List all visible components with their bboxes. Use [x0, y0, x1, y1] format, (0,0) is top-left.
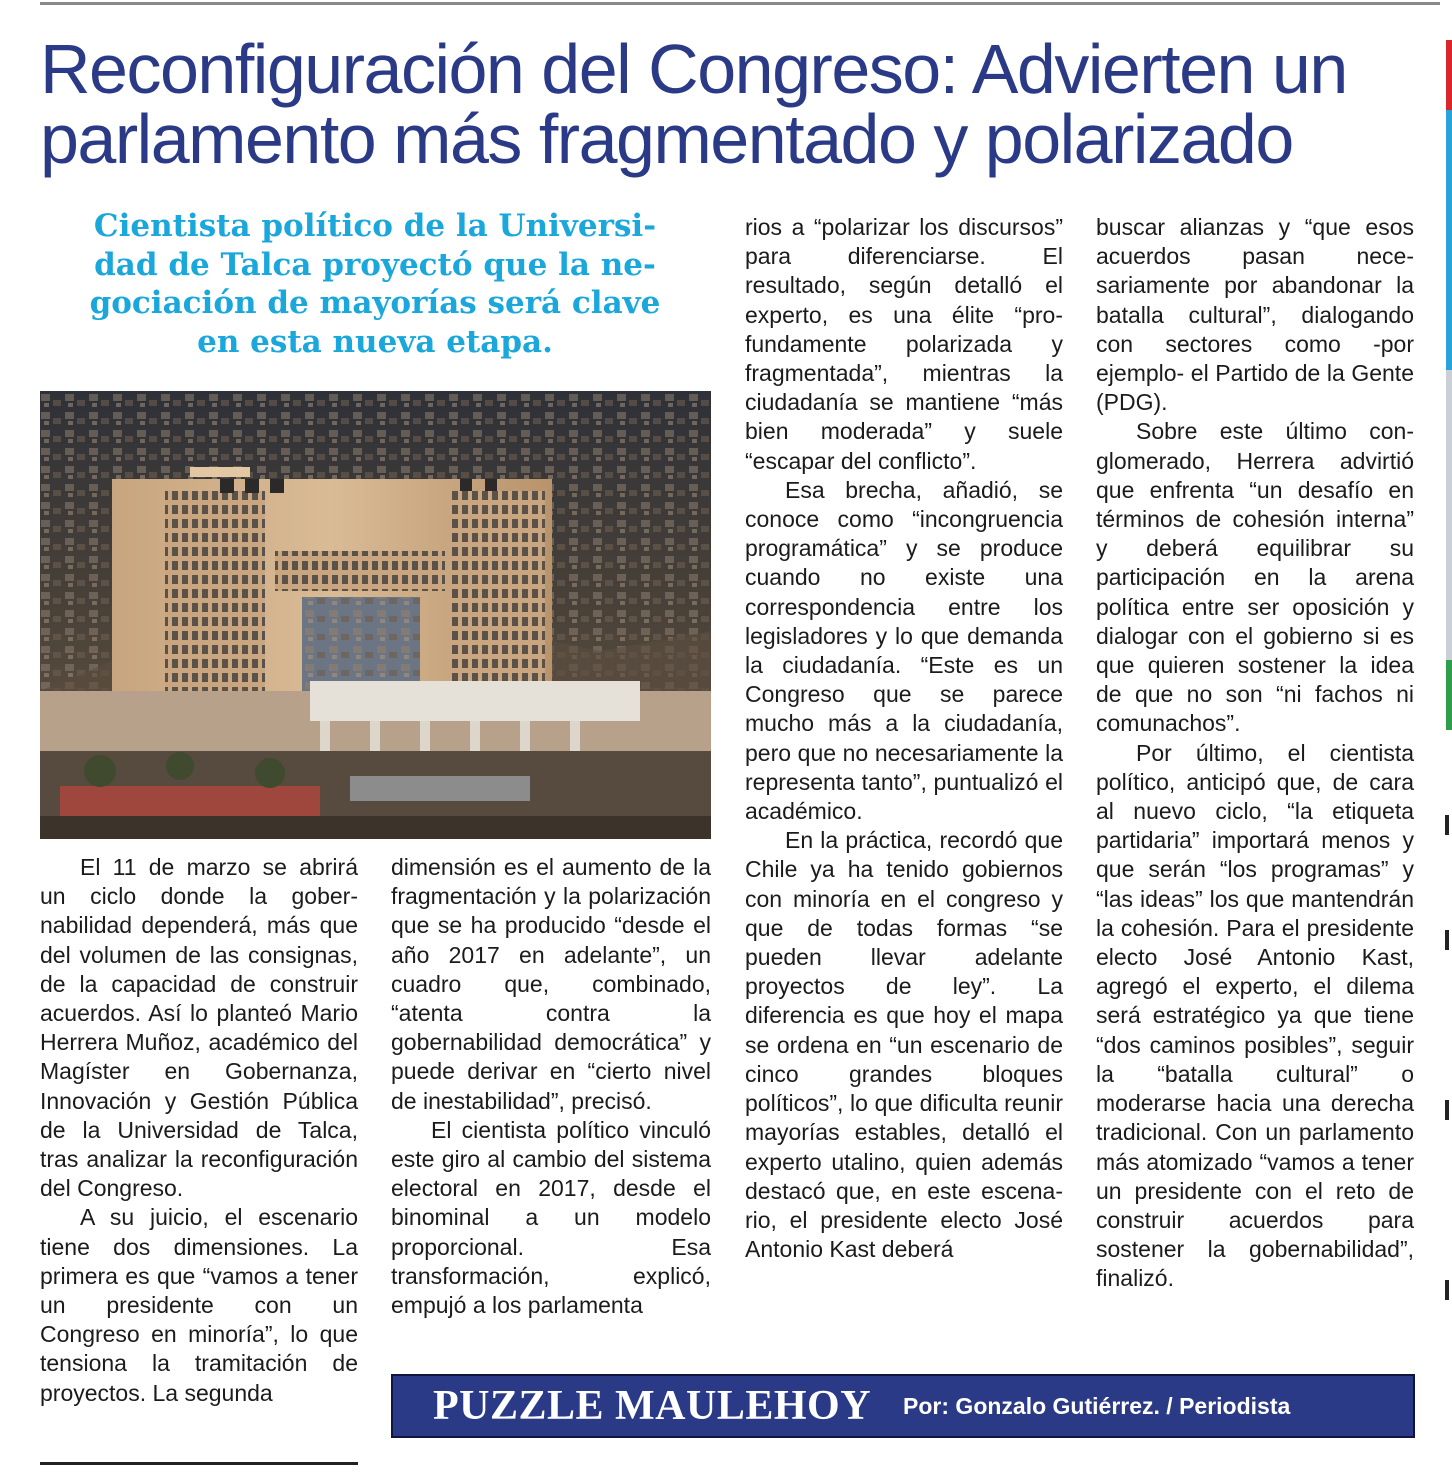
deck-line-2: dad de Talca proyectó que la ne- [94, 246, 656, 283]
article-column-4 [1096, 213, 1414, 1294]
side-strip-green [1446, 660, 1452, 730]
deck-line-4: en esta nueva etapa. [197, 323, 553, 360]
edge-mark [1445, 1280, 1449, 1300]
paragraph: Por último, el cientista político, anticipó que, de cara al nuevo ciclo, “la etiqueta partidaria” importará menos y que serán “los programas” y “las ideas” los que mantendrán la cohesión. Para el presidente electo José Antonio Kast, agregó el experto, el dilema será estratégico ya que tiene “dos caminos posibles”, seguir la “batalla cultural” o moderarse hacia una derecha tradicional. Con un parlamento más atomizado “vamos a tener un presidente con el reto de construir acuerdos para sostener la gobernabilidad”, finalizó. [1096, 739, 1414, 1292]
paragraph: El 11 de marzo se abrirá un ciclo donde la gobernabilidad dependerá, más que del volumen de las consignas, de la capacidad de construir acuerdos. Así lo planteó Mario Herrera Muñoz, académico del Magíster en Gobernanza, Innovación y Gestión Pública de la Universidad de Talca, tras analizar la reconfiguración del Congreso. [40, 854, 358, 1202]
article-column-1 [40, 853, 358, 1408]
paragraph: dimensión es el aumento de la fragmentación y la polarización que se ha producido “desde el año 2017 en adelante”, un cuadro que, combinado, “atenta contra la gobernabilidad democrática” y puede derivar en “cierto nivel de inestabilidad”, precisó. [391, 854, 711, 1114]
puzzle-banner [391, 1374, 1415, 1438]
paragraph: buscar alianzas y “que esos acuerdos pasan necesariamente por abandonar la batalla cultural”, dialogando con sectores como -por ejemplo- el Partido de la Gente (PDG). [1096, 214, 1414, 416]
paragraph: A su juicio, el escenario tiene dos dimensiones. La primera es que “vamos a tener un presidente con un Congreso en minoría”, lo que tensiona la tramitación de proyectos. La segunda [40, 1204, 358, 1406]
side-strip-red [1446, 40, 1452, 110]
headline [40, 30, 1440, 178]
top-rule [40, 2, 1440, 5]
side-strip-blue [1446, 110, 1452, 370]
paragraph: El cientista político vinculó este giro al cambio del sistema electoral en 2017, desde el binominal a un modelo proporcional. Esa transformación, explicó, empujó a los parlamenta [391, 1116, 711, 1319]
side-strip-grey [1446, 370, 1452, 660]
paragraph: Sobre este último conglomerado, Herrera advirtió que enfrenta “un desafío en términos de cohesión interna” y deberá equilibrar su participación en la arena política entre ser oposición y dialogar con el gobierno si es que quieren sostener la idea de que no son “ni fachos ni comunachos”. [1096, 418, 1414, 737]
deck-subtitle [40, 207, 710, 361]
paragraph: En la práctica, recordó que Chile ya ha tenido gobiernos con minoría en el congreso y que de todas formas “se pueden llevar adelante proyectos de ley”. La diferencia es que hoy el mapa se ordena en “un escenario de cinco grandes bloques políticos”, lo que dificulta reunir mayorías estables, detalló el experto utalino, quien además destacó que, en este escenario, el presidente electo José Antonio Kast deberá [745, 827, 1063, 1263]
headline-line-2: parlamento más fragmentado y polarizado [40, 100, 1293, 178]
banner-byline: Por: Gonzalo Gutiérrez. / Periodista [903, 1392, 1291, 1419]
headline-line-1: Reconfiguración del Congreso: Advierten un [40, 30, 1347, 108]
congress-building-illustration [40, 391, 711, 839]
edge-mark [1445, 1100, 1449, 1120]
edge-mark [1445, 815, 1449, 835]
article-column-2 [391, 853, 711, 1320]
paragraph: rios a “polarizar los discursos” para diferenciarse. El resultado, según detalló el experto, es una élite “profundamente polarizada y fragmentada”, mientras la ciudadanía se mantiene “más bien moderada” y suele “escapar del conflicto”. [745, 214, 1063, 474]
paragraph: Esa brecha, añadió, se conoce como “incongruencia programática” y se produce cuando no existe una correspondencia entre los legisladores y lo que demanda la ciudadanía. “Este es un Congreso que se parece mucho más a la ciudadanía, pero que no necesariamente la representa tanto”, puntualizó el académico. [745, 476, 1063, 825]
congress-building-photo [40, 391, 711, 839]
edge-mark [1445, 930, 1449, 950]
article-column-3 [745, 213, 1063, 1264]
bottom-rule [40, 1462, 358, 1465]
deck-line-1: Cientista político de la Universi- [93, 208, 657, 244]
banner-title: PUZZLE MAULEHOY [433, 1383, 872, 1429]
deck-line-3: gociación de mayorías será clave [89, 285, 661, 321]
